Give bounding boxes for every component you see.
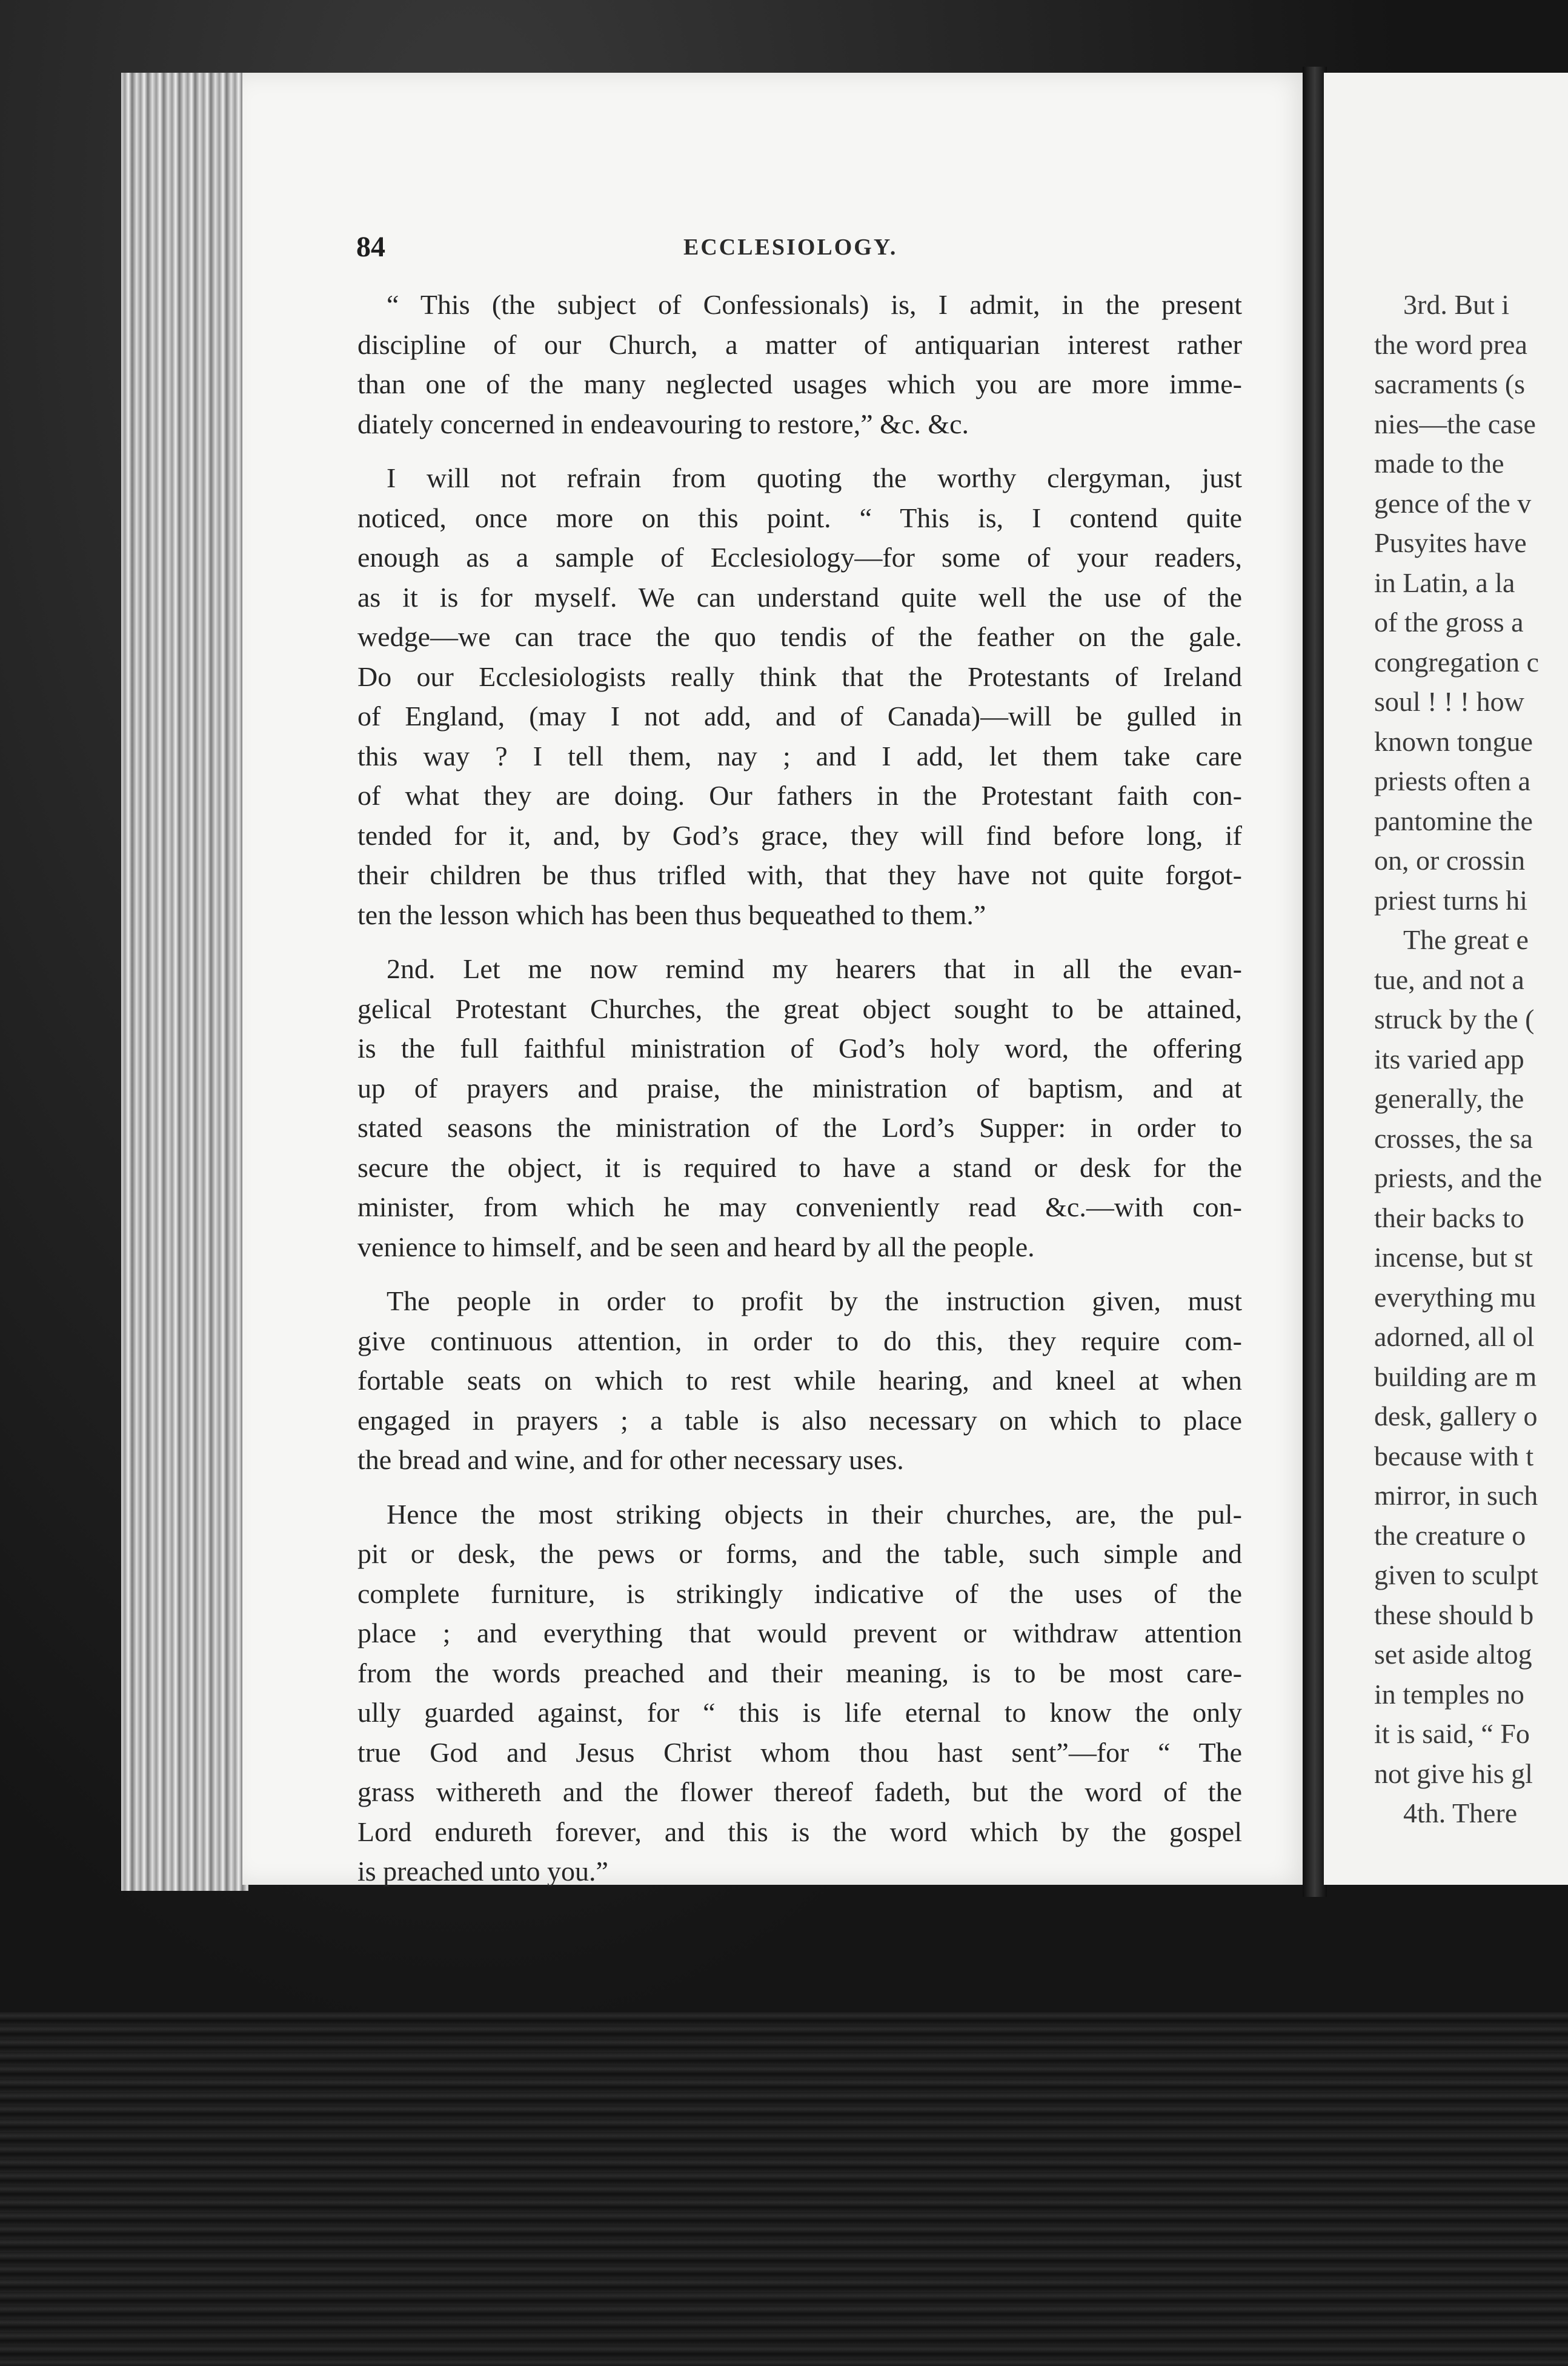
text-line: struck by the (	[1374, 1004, 1535, 1035]
text-line: up of prayers and praise, the ministration of baptism, and at	[357, 1072, 1242, 1104]
text-line: is the full faithful ministration of God’s holy word, the offering	[357, 1033, 1242, 1064]
text-line: give continuous attention, in order to do this, they require com-	[357, 1325, 1242, 1356]
text-line: than one of the many neglected usages which you are more imme-	[357, 368, 1242, 399]
text-line: Lord endureth forever, and this is the word which by the gospel	[357, 1816, 1242, 1847]
text-line: enough as a sample of Ecclesiology—for some of your readers,	[357, 542, 1242, 573]
paragraph	[357, 949, 1242, 1267]
text-line: priest turns hi	[1374, 884, 1527, 916]
book-page-edges	[121, 73, 248, 1891]
text-line: The people in order to profit by the instruction given, must	[387, 1285, 1242, 1316]
text-line: gelical Protestant Churches, the great object sought to be attained,	[357, 993, 1242, 1024]
text-line: tue, and not a	[1374, 964, 1524, 995]
text-line: ten the lesson which has been thus bequeathed to them.”	[357, 899, 986, 930]
text-line: 3rd. But i	[1403, 289, 1510, 320]
text-line: the word prea	[1374, 328, 1527, 360]
text-line: incense, but st	[1374, 1242, 1533, 1273]
text-line: place ; and everything that would prevent or withdraw attention	[357, 1618, 1242, 1648]
text-line: the creature o	[1374, 1519, 1526, 1551]
text-line: noticed, once more on this point. “ This is, I contend quite	[357, 502, 1242, 533]
text-line: this way ? I tell them, nay ; and I add, let them take care	[357, 740, 1242, 771]
text-line: tended for it, and, by God’s grace, they will find before long, if	[357, 819, 1242, 851]
text-line: nies—the case	[1374, 408, 1536, 439]
text-line: gence of the v	[1374, 487, 1532, 519]
text-line: desk, gallery o	[1374, 1401, 1538, 1431]
text-line: made to the	[1374, 448, 1504, 479]
text-line: sacraments (s	[1374, 368, 1526, 399]
text-line: 2nd. Let me now remind my hearers that in all the evan-	[387, 953, 1242, 984]
text-line: generally, the	[1374, 1083, 1524, 1114]
text-line: building are m	[1374, 1361, 1537, 1392]
text-line: these should b	[1374, 1599, 1534, 1630]
text-line: I will not refrain from quoting the worthy clergyman, just	[387, 462, 1242, 493]
text-line: in temples no	[1374, 1678, 1524, 1710]
text-line: set aside altog	[1374, 1639, 1532, 1670]
text-line: their backs to	[1374, 1202, 1524, 1233]
text-line: secure the object, it is required to have a stand or desk for the	[357, 1151, 1242, 1183]
paragraph-gap	[357, 444, 1242, 458]
page-header	[356, 230, 1241, 267]
paragraph	[357, 1281, 1242, 1480]
text-line: priests often a	[1374, 765, 1531, 796]
text-line: congregation c	[1374, 646, 1540, 678]
text-line: on, or crossin	[1374, 845, 1526, 876]
text-line: venience to himself, and be seen and heard by all the people.	[357, 1231, 1035, 1262]
text-line: Do our Ecclesiologists really think that the Protestants of Ireland	[357, 661, 1242, 692]
running-head: ECCLESIOLOGY.	[683, 235, 898, 260]
text-line: of what they are doing. Our fathers in the Protestant faith con-	[357, 780, 1242, 811]
text-line: ully guarded against, for “ this is life eternal to know the only	[357, 1697, 1242, 1728]
text-line: as it is for myself. We can understand quite well the use of the	[357, 581, 1242, 613]
text-line: adorned, all ol	[1374, 1321, 1535, 1352]
text-line: of England, (may I not add, and of Canada)—will be gulled in	[357, 701, 1242, 731]
book-gutter	[1303, 67, 1327, 1897]
text-line: because with t	[1374, 1440, 1534, 1471]
text-line: the bread and wine, and for other necessary uses.	[357, 1444, 904, 1475]
text-line: is preached unto you.”	[357, 1856, 608, 1887]
paragraph-gap	[357, 935, 1242, 949]
text-line: their children be thus trifled with, that they have not quite forgot-	[357, 859, 1242, 890]
right-page-body	[1374, 285, 1568, 1833]
left-page-body	[357, 285, 1242, 1891]
text-line: not give his gl	[1374, 1758, 1533, 1789]
text-line: diately concerned in endeavouring to restore,” &c. &c.	[357, 408, 969, 439]
paragraph-gap	[357, 1267, 1242, 1281]
text-line: priests, and the	[1374, 1162, 1543, 1193]
paragraph	[357, 1495, 1242, 1891]
text-line: discipline of our Church, a matter of antiquarian interest rather	[357, 328, 1242, 360]
text-line: from the words preached and their meaning, is to be most care-	[357, 1657, 1242, 1688]
text-line: “ This (the subject of Confessionals) is, I admit, in the present	[387, 289, 1242, 320]
text-line: The great e	[1403, 924, 1529, 955]
text-line: mirror, in such	[1374, 1480, 1538, 1511]
text-line: grass withereth and the flower thereof fadeth, but the word of the	[357, 1776, 1242, 1807]
text-line: given to sculpt	[1374, 1559, 1538, 1590]
text-line: known tongue	[1374, 725, 1533, 757]
text-line: everything mu	[1374, 1281, 1536, 1313]
scan-bottom-edge	[0, 2012, 1568, 2366]
paragraph	[357, 285, 1242, 444]
page-number: 84	[356, 231, 385, 263]
text-line: in Latin, a la	[1374, 567, 1515, 598]
text-line: fortable seats on which to rest while hearing, and kneel at when	[357, 1365, 1242, 1396]
text-line: its varied app	[1374, 1043, 1524, 1075]
text-line: engaged in prayers ; a table is also necessary on which to place	[357, 1404, 1242, 1436]
text-line: pit or desk, the pews or forms, and the table, such simple and	[357, 1538, 1242, 1569]
text-line: wedge—we can trace the quo tendis of the feather on the gale.	[357, 621, 1242, 652]
text-line: of the gross a	[1374, 607, 1524, 638]
text-line: true God and Jesus Christ whom thou hast sent”—for “ The	[357, 1736, 1242, 1768]
text-line: soul ! ! ! how	[1374, 686, 1524, 717]
text-line: complete furniture, is strikingly indicative of the uses of the	[357, 1578, 1242, 1609]
text-line: minister, from which he may conveniently read &c.—with con-	[357, 1191, 1242, 1222]
text-line: crosses, the sa	[1374, 1122, 1533, 1154]
text-line: pantomine the	[1374, 805, 1533, 836]
text-line: 4th. There	[1403, 1798, 1518, 1828]
paragraph-gap	[357, 1480, 1242, 1495]
text-line: Hence the most striking objects in their churches, are, the pul-	[387, 1498, 1242, 1530]
paragraph	[357, 458, 1242, 935]
text-line: it is said, “ Fo	[1374, 1718, 1530, 1749]
text-line: stated seasons the ministration of the Lord’s Supper: in order to	[357, 1112, 1242, 1143]
text-line: Pusyites have	[1374, 527, 1527, 558]
